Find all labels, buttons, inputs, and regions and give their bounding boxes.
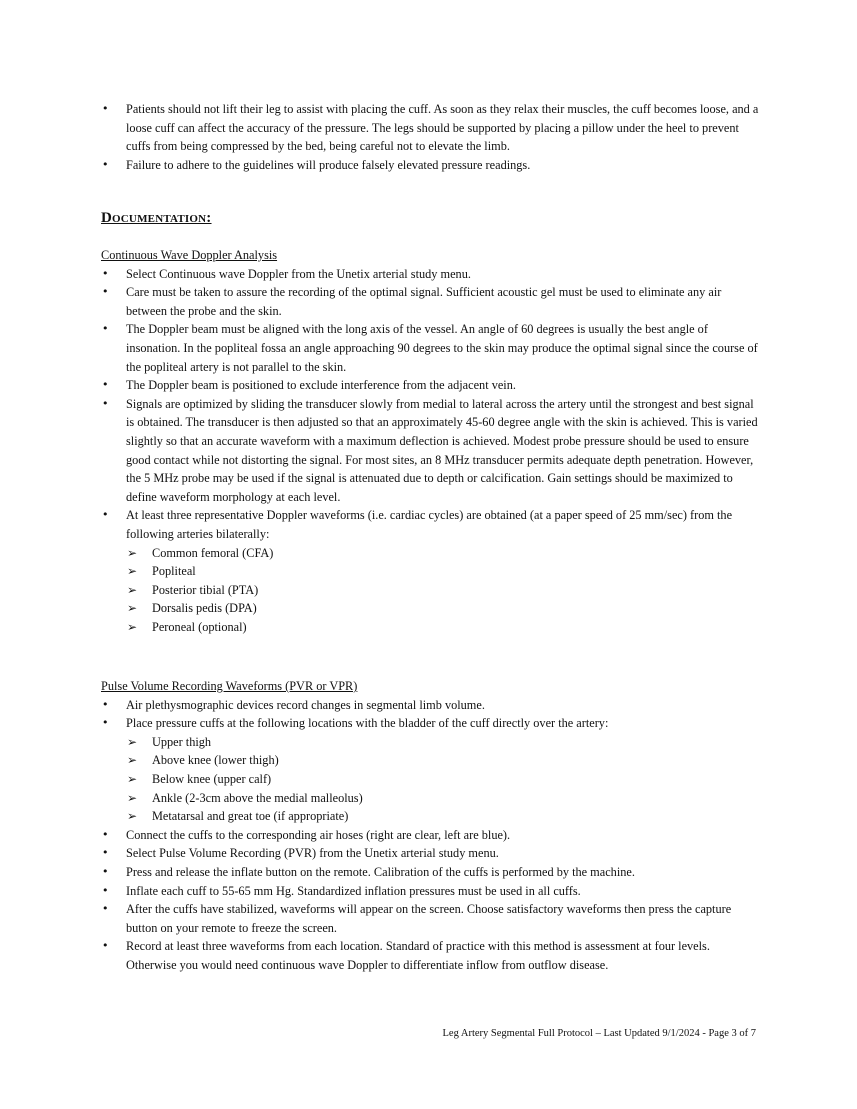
cuff-location-item [126,751,761,770]
artery-label: Popliteal [152,564,196,579]
pvr-bullet: • Place pressure cuffs at the following locations with the bladder of the cuff directly over the artery: [101,714,761,733]
cuff-location-label: Below knee (upper calf) [152,771,272,786]
arrow-bullet-icon: ➢ [127,545,138,560]
intro-bullet: • Failure to adhere to the guidelines will produce falsely elevated pressure readings. [101,156,761,175]
page-footer: Leg Artery Segmental Full Protocol – Last Updated 9/1/2024 - Page 3 of 7 [442,1028,756,1039]
documentation-heading: Documentation: [101,210,212,226]
arrow-bullet-icon: ➢ [127,790,138,805]
artery-item [126,562,761,581]
cw-bullet: • Select Continuous wave Doppler from the Unetix arterial study menu. [101,265,761,284]
pvr-bullet: • After the cuffs have stabilized, waveforms will appear on the screen. Choose satisfactory waveforms then press the capture button on your remote to freeze the screen. [101,900,761,937]
cuff-location-item [126,770,761,789]
cuff-location-label: Above knee (lower thigh) [152,753,279,768]
artery-label: Common femoral (CFA) [152,545,274,560]
arrow-bullet-icon: ➢ [127,753,138,768]
cuff-location-item [126,733,761,752]
artery-label: Peroneal (optional) [152,619,247,634]
arrow-bullet-icon: ➢ [127,582,138,597]
artery-item [126,581,761,600]
cw-bullet: • Signals are optimized by sliding the transducer slowly from medial to lateral across the artery until the strongest and best signal is obtained. The transducer is then adjusted so that an approximately 45-60 degree angle with the skin is achieved. This is varied slightly so that an accurate waveform with a maximum deflection is achieved. Modest probe pressure should be used to ensure good contact while not distorting the signal. For most sites, an 8 MHz transducer permits adequate depth penetration. However, the 5 MHz probe may be used if the signal is attenuated due to depth or calcification. Gain settings should be maximized to define waveform morphology at each level. [101,395,761,507]
arrow-bullet-icon: ➢ [127,809,138,824]
arrow-bullet-icon: ➢ [127,601,138,616]
cuff-location-item [126,807,761,826]
artery-item [126,599,761,618]
pvr-section [101,677,761,975]
pvr-title: Pulse Volume Recording Waveforms (PVR or VPR) [101,679,358,693]
pvr-bullet: • Air plethysmographic devices record changes in segmental limb volume. [101,696,761,715]
cuff-location-label: Ankle (2-3cm above the medial malleolus) [152,790,363,805]
artery-list [126,544,761,637]
intro-bullet: • Patients should not lift their leg to assist with placing the cuff. As soon as they relax their muscles, the cuff becomes loose, and a loose cuff can affect the accuracy of the pressure. The legs should be supported by placing a pillow under the heel to prevent cuffs from being compressed by the bed, being careful not to elevate the limb. [101,100,761,156]
cuff-location-list [126,733,761,826]
pvr-bullet: • Connect the cuffs to the corresponding air hoses (right are clear, left are blue). [101,826,761,845]
arrow-bullet-icon: ➢ [127,564,138,579]
pvr-bullet-list-continued [101,826,761,975]
artery-label: Dorsalis pedis (DPA) [152,601,257,616]
intro-bullet-list [101,100,761,174]
artery-label: Posterior tibial (PTA) [152,582,259,597]
pvr-bullet: • Select Pulse Volume Recording (PVR) from the Unetix arterial study menu. [101,844,761,863]
pvr-bullet: • Inflate each cuff to 55-65 mm Hg. Standardized inflation pressures must be used in all cuffs. [101,882,761,901]
arrow-bullet-icon: ➢ [127,771,138,786]
artery-item [126,544,761,563]
cuff-location-label: Upper thigh [152,734,212,749]
pvr-bullet: • Record at least three waveforms from each location. Standard of practice with this method is assessment at four levels. Otherwise you would need continuous wave Doppler to differentiate inflow from outflow disease. [101,937,761,974]
cuff-location-label: Metatarsal and great toe (if appropriate) [152,809,349,824]
arrow-bullet-icon: ➢ [127,619,138,634]
cw-doppler-section [101,246,761,636]
cw-bullet-list [101,265,761,544]
cw-doppler-title: Continuous Wave Doppler Analysis [101,248,278,262]
cw-bullet: • At least three representative Doppler waveforms (i.e. cardiac cycles) are obtained (at a paper speed of 25 mm/sec) from the following arteries bilaterally: [101,506,761,543]
cuff-location-item [126,789,761,808]
cw-bullet: • The Doppler beam is positioned to exclude interference from the adjacent vein. [101,376,761,395]
pvr-bullet-list [101,696,761,733]
artery-item [126,618,761,637]
cw-bullet: • Care must be taken to assure the recording of the optimal signal. Sufficient acoustic gel must be used to eliminate any air between the probe and the skin. [101,283,761,320]
pvr-bullet: • Press and release the inflate button on the remote. Calibration of the cuffs is performed by the machine. [101,863,761,882]
arrow-bullet-icon: ➢ [127,734,138,749]
cw-bullet: • The Doppler beam must be aligned with the long axis of the vessel. An angle of 60 degrees is usually the best angle of insonation. In the popliteal fossa an angle approaching 90 degrees to the skin may produce the optimal signal since the course of the popliteal artery is not parallel to the skin. [101,320,761,376]
